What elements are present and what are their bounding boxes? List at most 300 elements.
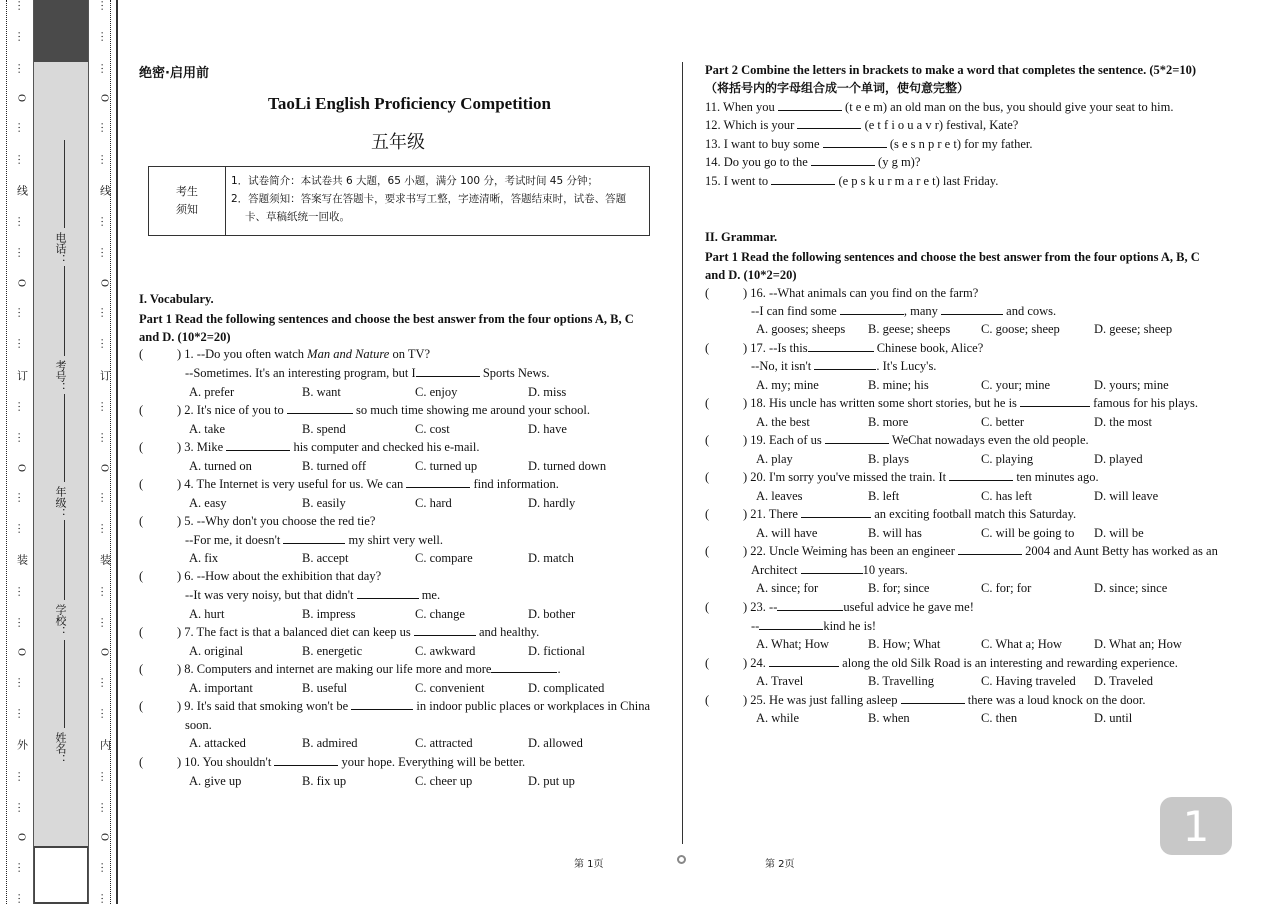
binding-mark: 线: [98, 184, 111, 196]
question-stem: [139, 347, 430, 362]
binding-mark: O: [15, 833, 28, 842]
question-stem: [705, 656, 1178, 671]
option-a[interactable]: A. play: [756, 452, 793, 466]
stem-text: ) 18. His uncle has written some short stories, but he is: [743, 396, 1021, 410]
stem-text: ) 17. --Is this: [743, 341, 808, 355]
option-c[interactable]: C. awkward: [415, 644, 476, 658]
option-a[interactable]: A. the best: [756, 415, 810, 429]
item-text: (t e e m) an old man on the bus, you should give your seat to him.: [841, 100, 1174, 114]
option-d[interactable]: D. match: [528, 551, 574, 565]
stem-text: an exciting football match this Saturday.: [871, 507, 1077, 521]
option-d[interactable]: D. miss: [528, 385, 567, 399]
option-b[interactable]: B. spend: [302, 422, 346, 436]
answer-bracket[interactable]: (: [139, 347, 144, 361]
option-b[interactable]: B. want: [302, 385, 341, 399]
binding-mark: O: [98, 463, 111, 472]
option-a[interactable]: A. gooses; sheeps: [756, 322, 846, 336]
answer-bracket[interactable]: (: [705, 600, 710, 614]
stem-text: --: [751, 619, 760, 633]
stem-text: ) 25. He was just falling asleep: [743, 693, 901, 707]
answer-blank[interactable]: [283, 533, 345, 544]
stem-text: 10 years.: [862, 563, 908, 577]
stem-text: so much time showing me around your school.: [352, 403, 590, 417]
option-c[interactable]: C. will be going to: [981, 526, 1075, 540]
outer-cut-line: [6, 0, 7, 904]
binding-mark: …: [15, 523, 28, 535]
option-b[interactable]: B. geese; sheeps: [868, 322, 951, 336]
binding-mark: 装: [98, 554, 111, 566]
item-text: 14. Do you go to the: [705, 155, 811, 169]
stem-text: ) 2. It's nice of you to: [177, 403, 287, 417]
answer-blank[interactable]: [414, 625, 476, 636]
stem-text: ) 8. Computers and internet are making our life more and more: [177, 662, 492, 676]
option-d[interactable]: D. until: [1094, 711, 1133, 725]
grade-field[interactable]: [64, 394, 65, 482]
stem-text: kind he is!: [823, 619, 877, 633]
option-a[interactable]: A. prefer: [189, 385, 235, 399]
answer-bracket[interactable]: (: [139, 514, 144, 528]
option-d[interactable]: D. fictional: [528, 644, 585, 658]
question-stem: [705, 433, 1089, 448]
stem-text: ) 19. Each of us: [743, 433, 825, 447]
binding-mark: O: [98, 833, 111, 842]
stem-text: soon.: [185, 718, 212, 732]
stem-text: ) 9. It's said that smoking won't be: [177, 699, 352, 713]
binding-mark: …: [15, 122, 28, 134]
option-c[interactable]: C. convenient: [415, 681, 485, 695]
option-c[interactable]: C. cheer up: [415, 774, 473, 788]
answer-bracket[interactable]: (: [705, 286, 710, 300]
answer-blank[interactable]: [941, 304, 1003, 315]
binding-mark: …: [15, 432, 28, 444]
stem-text: ) 20. I'm sorry you've missed the train. It: [743, 470, 950, 484]
notice-item: 2．答题须知：答案写在答题卡，要求书写工整，字迹清晰，答题结束时，试卷、答题卡、草稿纸统一回收。: [231, 193, 627, 223]
secret-label: 绝密·启用前: [139, 66, 209, 81]
stem-text: --I can find some: [751, 304, 840, 318]
binding-mark: …: [15, 153, 28, 165]
answer-blank[interactable]: [416, 366, 480, 377]
phone-field[interactable]: [64, 140, 65, 228]
question-line2: [751, 563, 908, 578]
answer-bracket[interactable]: (: [139, 477, 144, 491]
option-a[interactable]: A. my; mine: [756, 378, 819, 392]
grade-heading: 五年级: [371, 132, 425, 153]
binding-mark: …: [98, 247, 111, 259]
stem-text: ) 7. The fact is that a balanced diet can keep us: [177, 625, 414, 639]
binding-mark: …: [15, 892, 28, 904]
answer-blank[interactable]: [769, 656, 839, 667]
option-b[interactable]: B. fix up: [302, 774, 347, 788]
inner-cut-line: [110, 0, 111, 904]
binding-mark: …: [15, 801, 28, 813]
binding-mark: …: [98, 31, 111, 43]
stem-text: ) 6. --How about the exhibition that day?: [177, 569, 382, 583]
answer-bracket[interactable]: (: [705, 433, 710, 447]
binding-mark: …: [15, 31, 28, 43]
option-a[interactable]: A. while: [756, 711, 800, 725]
answer-blank[interactable]: [759, 619, 823, 630]
option-c[interactable]: C. What a; How: [981, 637, 1063, 651]
stem-text: ) 21. There: [743, 507, 802, 521]
binding-mark: …: [15, 0, 28, 11]
answer-bracket[interactable]: (: [139, 569, 144, 583]
stem-text: Chinese book, Alice?: [873, 341, 984, 355]
binding-mark: …: [98, 861, 111, 873]
answer-bracket[interactable]: (: [139, 755, 144, 769]
answer-bracket[interactable]: (: [705, 396, 710, 410]
option-d[interactable]: D. put up: [528, 774, 575, 788]
stem-text: 2004 and Aunt Betty has worked as an: [1022, 544, 1218, 558]
question-stem: [705, 544, 1218, 559]
option-b[interactable]: B. will has: [868, 526, 922, 540]
answer-blank[interactable]: [274, 755, 338, 766]
option-c[interactable]: C. Having traveled: [981, 674, 1076, 688]
grammar-section-title: II. Grammar.: [705, 230, 778, 244]
option-b[interactable]: B. easily: [302, 496, 346, 510]
answer-blank[interactable]: [491, 662, 557, 673]
stem-text: . It's Lucy's.: [876, 359, 937, 373]
binding-mark: …: [15, 861, 28, 873]
binding-mark: …: [98, 62, 111, 74]
option-b[interactable]: B. plays: [868, 452, 909, 466]
answer-blank[interactable]: [777, 600, 843, 611]
stem-text: ) 1. --Do you often watch: [177, 347, 308, 361]
school-field[interactable]: [64, 520, 65, 600]
question-stem: [705, 600, 974, 615]
option-a[interactable]: A. important: [189, 681, 253, 695]
part2-item: [705, 137, 1033, 152]
question-stem: [705, 507, 1076, 522]
option-c[interactable]: C. hard: [415, 496, 452, 510]
answer-bracket[interactable]: (: [139, 699, 144, 713]
binding-mark: 订: [15, 369, 28, 381]
option-c[interactable]: C. your; mine: [981, 378, 1051, 392]
option-c[interactable]: C. has left: [981, 489, 1033, 503]
binding-mark: 线: [15, 184, 28, 196]
option-b[interactable]: B. accept: [302, 551, 349, 565]
item-text: (e p s k u r m a r e t) last Friday.: [835, 174, 999, 188]
option-d[interactable]: D. will leave: [1094, 489, 1159, 503]
stem-text: , many: [903, 304, 942, 318]
answer-bracket[interactable]: (: [139, 440, 144, 454]
stem-italic: Man and Nature: [307, 347, 390, 361]
question-stem: [139, 699, 650, 714]
strip-border: [33, 0, 89, 904]
stem-text: useful advice he gave me!: [843, 600, 974, 614]
inner-binding-marks: [97, 0, 111, 904]
option-c[interactable]: C. better: [981, 415, 1025, 429]
item-text: 12. Which is your: [705, 118, 798, 132]
question-line2: [185, 533, 443, 548]
name-label: 姓名：: [54, 732, 67, 765]
answer-blank[interactable]: [351, 699, 413, 710]
page-number-left: 第 1页: [574, 859, 604, 870]
notice-text: [231, 172, 643, 226]
option-d[interactable]: D. played: [1094, 452, 1143, 466]
option-a[interactable]: A. Travel: [756, 674, 804, 688]
option-c[interactable]: C. playing: [981, 452, 1034, 466]
binding-mark: …: [98, 617, 111, 629]
phone-label: 电话：: [54, 232, 67, 265]
item-text: (y g m)?: [874, 155, 921, 169]
part2-instructions: Part 2 Combine the letters in brackets to make a word that completes the sentence. (5*2=10) （将括号内的字母组合成一个单词，使句意完整）: [705, 63, 1197, 95]
answer-blank[interactable]: [808, 341, 874, 352]
option-d[interactable]: D. since; since: [1094, 581, 1168, 595]
stem-text: ) 16. --What animals can you find on the farm?: [743, 286, 979, 300]
answer-blank[interactable]: [801, 563, 863, 574]
option-c[interactable]: C. cost: [415, 422, 450, 436]
stem-text: me.: [418, 588, 441, 602]
answer-blank[interactable]: [814, 359, 876, 370]
binding-mark: …: [15, 338, 28, 350]
option-c[interactable]: C. compare: [415, 551, 473, 565]
vocab-part1-instructions: Part 1 Read the following sentences and choose the best answer from the four options A, B, C and D. (10*2=20): [139, 312, 634, 344]
option-a[interactable]: A. since; for: [756, 581, 819, 595]
option-a[interactable]: A. turned on: [189, 459, 252, 473]
answer-bracket[interactable]: (: [705, 693, 710, 707]
option-a[interactable]: A. What; How: [756, 637, 830, 651]
question-stem: [139, 477, 559, 492]
question-stem: [139, 662, 561, 677]
binding-mark: …: [15, 585, 28, 597]
stem-text: --For me, it doesn't: [185, 533, 284, 547]
binding-mark: …: [98, 523, 111, 535]
option-a[interactable]: A. take: [189, 422, 226, 436]
notice-label: 考生 须知: [149, 167, 226, 235]
exam-number-label: 考号：: [54, 360, 67, 393]
binding-mark: …: [15, 676, 28, 688]
stem-text: in indoor public places or workplaces in China: [413, 699, 651, 713]
binding-mark: …: [15, 307, 28, 319]
answer-blank[interactable]: [901, 693, 965, 704]
answer-blank[interactable]: [226, 440, 290, 451]
question-stem: [705, 693, 1145, 708]
answer-blank[interactable]: [1020, 396, 1090, 407]
page-divider: [682, 62, 683, 844]
answer-blank[interactable]: [406, 477, 470, 488]
binding-mark: …: [15, 770, 28, 782]
option-d[interactable]: D. turned down: [528, 459, 607, 473]
answer-bracket[interactable]: (: [705, 544, 710, 558]
part2-item: [705, 155, 920, 170]
binding-mark: …: [15, 400, 28, 412]
answer-bracket[interactable]: (: [139, 625, 144, 639]
binding-mark: O: [15, 93, 28, 102]
stem-text: along the old Silk Road is an interesting and rewarding experience.: [839, 656, 1178, 670]
binding-mark: …: [15, 62, 28, 74]
answer-blank[interactable]: [771, 174, 835, 185]
option-b[interactable]: B. more: [868, 415, 909, 429]
binding-mark: …: [98, 153, 111, 165]
question-stem: [139, 569, 381, 584]
option-a[interactable]: A. attacked: [189, 736, 246, 750]
option-d[interactable]: D. Traveled: [1094, 674, 1154, 688]
binding-mark: …: [98, 122, 111, 134]
item-text: (e t f i o u a v r) festival, Kate?: [861, 118, 1019, 132]
answer-blank[interactable]: [811, 155, 875, 166]
answer-blank[interactable]: [801, 507, 871, 518]
question-line2: [751, 359, 936, 374]
option-a[interactable]: A. easy: [189, 496, 227, 510]
stem-text: ) 22. Uncle Weiming has been an engineer: [743, 544, 959, 558]
grammar-part1-instructions: Part 1 Read the following sentences and choose the best answer from the four options A, B, C and D. (10*2=20): [705, 250, 1200, 282]
question-stem: [705, 286, 978, 301]
notice-box: [148, 166, 650, 236]
option-d[interactable]: D. yours; mine: [1094, 378, 1169, 392]
option-c[interactable]: C. enjoy: [415, 385, 458, 399]
name-field[interactable]: [64, 640, 65, 728]
option-d[interactable]: D. geese; sheep: [1094, 322, 1173, 336]
option-d[interactable]: D. the most: [1094, 415, 1152, 429]
part2-item: [705, 100, 1173, 115]
answer-blank[interactable]: [287, 403, 353, 414]
option-b[interactable]: B. left: [868, 489, 900, 503]
stem-text: famous for his plays.: [1090, 396, 1199, 410]
binding-mark: …: [98, 585, 111, 597]
option-d[interactable]: D. have: [528, 422, 567, 436]
answer-blank[interactable]: [797, 118, 861, 129]
answer-blank[interactable]: [840, 304, 904, 315]
option-b[interactable]: B. impress: [302, 607, 356, 621]
binding-mark: …: [98, 216, 111, 228]
answer-bracket[interactable]: (: [705, 507, 710, 521]
stem-text: ) 10. You shouldn't: [177, 755, 275, 769]
option-c[interactable]: C. attracted: [415, 736, 473, 750]
question-line2: [185, 718, 212, 733]
answer-bracket[interactable]: (: [139, 662, 144, 676]
question-line2: [751, 304, 1056, 319]
option-c[interactable]: C. goose; sheep: [981, 322, 1060, 336]
school-label: 学校：: [54, 604, 67, 637]
question-stem: [705, 341, 983, 356]
answer-blank[interactable]: [823, 137, 887, 148]
question-stem: [139, 514, 375, 529]
answer-bracket[interactable]: (: [705, 341, 710, 355]
option-b[interactable]: B. Travelling: [868, 674, 934, 688]
option-a[interactable]: A. leaves: [756, 489, 803, 503]
item-text: 15. I went to: [705, 174, 772, 188]
option-b[interactable]: B. mine; his: [868, 378, 929, 392]
binding-mark: 装: [15, 554, 28, 566]
binding-mark: …: [98, 400, 111, 412]
binding-mark: …: [98, 0, 111, 11]
option-b[interactable]: B. when: [868, 711, 910, 725]
question-stem: [705, 470, 1099, 485]
option-b[interactable]: B. admired: [302, 736, 358, 750]
option-d[interactable]: D. complicated: [528, 681, 605, 695]
option-b[interactable]: B. for; since: [868, 581, 930, 595]
binding-mark: …: [98, 338, 111, 350]
stem-text: his computer and checked his e-mail.: [290, 440, 480, 454]
stem-text: and cows.: [1003, 304, 1057, 318]
stem-text: ) 24.: [743, 656, 770, 670]
option-a[interactable]: A. will have: [756, 526, 818, 540]
option-d[interactable]: D. will be: [1094, 526, 1144, 540]
binding-mark: 外: [15, 739, 28, 751]
binding-mark: 订: [98, 369, 111, 381]
page-badge[interactable]: 1: [1160, 797, 1232, 855]
outer-binding-marks: [14, 0, 28, 904]
option-c[interactable]: C. for; for: [981, 581, 1032, 595]
binding-mark: …: [98, 676, 111, 688]
stem-text: Sports News.: [479, 366, 550, 380]
stem-text: my shirt very well.: [345, 533, 443, 547]
stem-text: ) 4. The Internet is very useful for us. We can: [177, 477, 407, 491]
option-a[interactable]: A. give up: [189, 774, 242, 788]
option-b[interactable]: B. turned off: [302, 459, 366, 473]
question-line2: [185, 588, 440, 603]
stem-text: there was a loud knock on the door.: [964, 693, 1146, 707]
stem-text: find information.: [470, 477, 559, 491]
center-mark-icon: [677, 855, 686, 864]
stem-text: --It was very noisy, but that didn't: [185, 588, 357, 602]
option-b[interactable]: B. useful: [302, 681, 348, 695]
notice-item: 1．试卷简介：本试卷共 6 大题，65 小题，满分 100 分，考试时间 45 分钟；: [231, 175, 598, 187]
answer-blank[interactable]: [357, 588, 419, 599]
exam-number-field[interactable]: [64, 266, 65, 356]
option-c[interactable]: C. turned up: [415, 459, 478, 473]
question-stem: [705, 396, 1198, 411]
question-stem: [139, 625, 539, 640]
question-stem: [139, 440, 480, 455]
binding-mark: …: [98, 770, 111, 782]
page-edge: [116, 0, 118, 904]
answer-bracket[interactable]: (: [705, 470, 710, 484]
stem-text: .: [557, 662, 561, 676]
binding-mark: …: [15, 491, 28, 503]
option-b[interactable]: B. energetic: [302, 644, 363, 658]
binding-mark: O: [98, 93, 111, 102]
binding-mark: …: [15, 617, 28, 629]
option-d[interactable]: D. What an; How: [1094, 637, 1182, 651]
question-line2: [185, 366, 549, 381]
vocab-section-title: I. Vocabulary.: [139, 292, 214, 306]
binding-mark: …: [98, 307, 111, 319]
exam-title: TaoLi English Proficiency Competition: [268, 94, 551, 113]
answer-blank[interactable]: [778, 100, 842, 111]
option-a[interactable]: A. hurt: [189, 607, 225, 621]
option-d[interactable]: D. allowed: [528, 736, 583, 750]
binding-mark: O: [15, 463, 28, 472]
option-a[interactable]: A. original: [189, 644, 244, 658]
option-d[interactable]: D. bother: [528, 607, 576, 621]
binding-mark: …: [15, 708, 28, 719]
option-c[interactable]: C. then: [981, 711, 1018, 725]
stem-text: ) 5. --Why don't you choose the red tie?: [177, 514, 376, 528]
answer-bracket[interactable]: (: [705, 656, 710, 670]
binding-mark: …: [98, 801, 111, 813]
option-a[interactable]: A. fix: [189, 551, 219, 565]
binding-mark: …: [98, 708, 111, 719]
option-c[interactable]: C. change: [415, 607, 465, 621]
stem-text: ten minutes ago.: [1013, 470, 1099, 484]
stem-text: on TV?: [389, 347, 431, 361]
item-text: (s e s n p r e t) for my father.: [886, 137, 1033, 151]
answer-blank[interactable]: [949, 470, 1013, 481]
answer-blank[interactable]: [825, 433, 889, 444]
stem-text: ) 23. --: [743, 600, 778, 614]
binding-mark: …: [98, 491, 111, 503]
option-b[interactable]: B. How; What: [868, 637, 941, 651]
question-stem: [139, 403, 590, 418]
part2-item: [705, 118, 1018, 133]
answer-blank[interactable]: [958, 544, 1022, 555]
binding-mark: …: [15, 216, 28, 228]
binding-mark: …: [15, 247, 28, 259]
option-d[interactable]: D. hardly: [528, 496, 576, 510]
answer-bracket[interactable]: (: [139, 403, 144, 417]
question-line2: [751, 619, 876, 634]
